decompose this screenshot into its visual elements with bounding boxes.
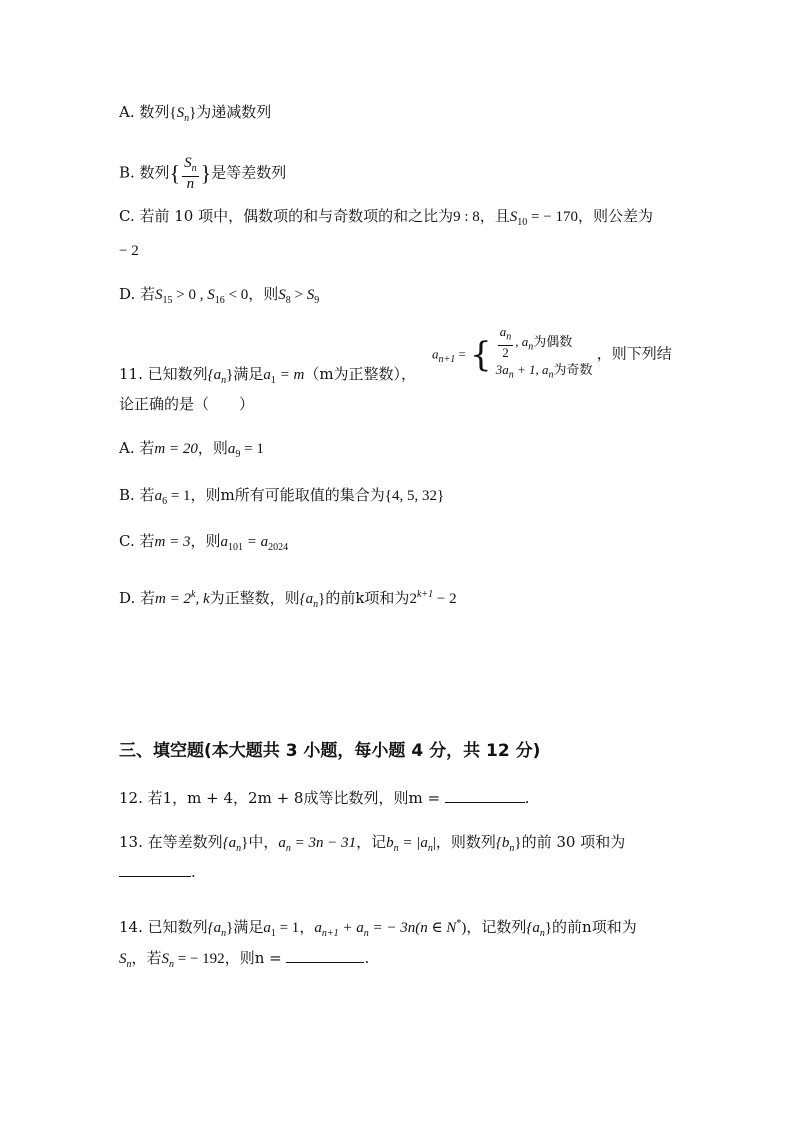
math-sup: k bbox=[191, 589, 196, 600]
question-text: ，记数列 bbox=[466, 918, 527, 936]
math-sub: n bbox=[363, 928, 369, 939]
math-sub: n bbox=[221, 928, 227, 939]
math-sub: n bbox=[539, 928, 545, 939]
option-text: ，则 bbox=[197, 439, 228, 457]
math-var: a bbox=[220, 534, 228, 550]
math-var: , a bbox=[515, 333, 529, 349]
math-sub: 16 bbox=[214, 295, 225, 306]
math-seq: {a bbox=[526, 920, 540, 936]
question-text: 的前n项和为 bbox=[552, 918, 637, 936]
math-eq: = 1 bbox=[275, 920, 300, 936]
math-sub: n bbox=[169, 959, 175, 970]
math-var: S bbox=[306, 287, 315, 303]
math-var: a bbox=[314, 920, 322, 936]
option-text: 为递减数列 bbox=[196, 103, 272, 121]
math-sub: n bbox=[221, 375, 227, 386]
math-sub: n bbox=[393, 843, 399, 854]
brace-close: } bbox=[514, 835, 522, 851]
option-label: C. 若前 10 项中，偶数项的和与奇数项的和之比为 bbox=[119, 207, 454, 225]
math-var: S bbox=[155, 287, 163, 303]
q10-option-a bbox=[119, 102, 271, 129]
math-eq: = |a bbox=[398, 835, 428, 851]
math-rel: > bbox=[290, 287, 307, 303]
math-sub: 8 bbox=[285, 295, 291, 306]
math-seq: {a bbox=[222, 835, 237, 851]
math-rel: > 0 , bbox=[172, 287, 208, 303]
math-expr: + 1, a bbox=[513, 361, 549, 377]
punctuation: . bbox=[524, 789, 530, 807]
brace-open: { bbox=[169, 105, 177, 121]
math-sub: 101 bbox=[227, 542, 243, 553]
numerator: S bbox=[184, 155, 192, 171]
math-sub: 2024 bbox=[268, 542, 289, 553]
math-var: a bbox=[227, 441, 236, 457]
math-eq: = 1 bbox=[167, 488, 191, 504]
math-var: S bbox=[161, 951, 170, 967]
math-sub: 1 bbox=[270, 375, 276, 386]
brace-open: { bbox=[169, 160, 181, 186]
math-sup: k+1 bbox=[416, 589, 434, 600]
math-eq: = 3n − 31 bbox=[290, 835, 357, 851]
math-sub: 9 bbox=[235, 449, 241, 460]
math-sub: 1 bbox=[270, 928, 276, 939]
brace-close: } bbox=[200, 160, 212, 186]
q11-option-b bbox=[119, 485, 444, 512]
option-text: ，则m所有可能取值的集合为 bbox=[190, 486, 385, 504]
piecewise-recurrence bbox=[432, 325, 672, 385]
math-sub: n bbox=[184, 113, 190, 124]
q11-option-d bbox=[119, 585, 457, 615]
math-seq: {a bbox=[207, 367, 222, 383]
option-label: C. 若 bbox=[119, 532, 155, 550]
denominator: n bbox=[186, 176, 195, 192]
math-sub: n bbox=[427, 843, 433, 854]
q11-option-a bbox=[119, 438, 264, 465]
q14 bbox=[119, 914, 637, 944]
math-expr: − 2 bbox=[433, 591, 457, 607]
math-var: a bbox=[263, 920, 271, 936]
math-value: 2 bbox=[409, 591, 417, 607]
option-label: B. 若 bbox=[119, 486, 155, 504]
math-var: a bbox=[154, 488, 163, 504]
fraction bbox=[498, 325, 514, 360]
question-text: 论正确的是（ ） bbox=[119, 395, 255, 413]
math-sub: n bbox=[528, 341, 534, 353]
option-text: ，则公差为 bbox=[577, 207, 653, 225]
brace-close: } bbox=[544, 920, 553, 936]
math-var: a bbox=[263, 367, 271, 383]
question-text: 11. 已知数列 bbox=[119, 365, 208, 383]
math-sub: n bbox=[285, 843, 291, 854]
math-sup: * bbox=[456, 918, 462, 929]
math-var: S bbox=[119, 951, 127, 967]
question-text: 满足 bbox=[233, 365, 264, 383]
math-var: a bbox=[432, 346, 439, 362]
q12 bbox=[119, 788, 530, 808]
option-label: A. 数列 bbox=[119, 103, 170, 121]
numerator: a bbox=[499, 324, 507, 339]
math-eq: = 1 bbox=[240, 441, 264, 457]
question-text: 13. 在等差数列 bbox=[119, 833, 223, 851]
question-text: ，若 bbox=[131, 949, 162, 967]
option-text: 为正整数，则 bbox=[209, 589, 300, 607]
math-eq: m = 3 bbox=[154, 534, 191, 550]
math-sub: n bbox=[509, 843, 515, 854]
question-text: ，则数列 bbox=[435, 833, 496, 851]
math-sub: n bbox=[508, 369, 514, 381]
numerator-sub: n bbox=[191, 163, 197, 174]
punctuation: . bbox=[364, 949, 370, 967]
math-eq: = − 170 bbox=[527, 209, 578, 225]
math-sub: 10 bbox=[517, 217, 528, 228]
question-text: ，则n = bbox=[224, 949, 287, 967]
math-domain: (n ∈ N bbox=[415, 920, 457, 936]
ratio: 9 : 8 bbox=[453, 209, 480, 225]
math-eq: = m bbox=[275, 367, 305, 383]
q11-stem bbox=[119, 364, 416, 391]
option-text: ，且 bbox=[479, 207, 510, 225]
option-text: 是等差数列 bbox=[211, 163, 287, 182]
fraction bbox=[182, 156, 199, 191]
math-set: {4, 5, 32} bbox=[384, 488, 445, 504]
math-seq: {a bbox=[299, 591, 314, 607]
numerator-sub: n bbox=[506, 331, 512, 343]
paren-close: ) bbox=[461, 920, 467, 936]
q10-option-d bbox=[119, 284, 319, 311]
math-var: , k bbox=[195, 591, 210, 607]
q10-option-c-continued bbox=[119, 240, 139, 261]
piecewise-rows bbox=[496, 325, 593, 385]
option-label: D. 若 bbox=[119, 285, 156, 303]
math-var: 3a bbox=[495, 361, 509, 377]
brace-close: } bbox=[226, 367, 234, 383]
answer-blank bbox=[286, 948, 364, 963]
question-text: （m为正整数）， bbox=[304, 365, 417, 383]
option-label: B. 数列 bbox=[119, 163, 170, 182]
question-text: 满足 bbox=[233, 918, 264, 936]
question-text: 14. 已知数列 bbox=[119, 918, 208, 936]
option-label: D. 若 bbox=[119, 589, 156, 607]
answer-blank bbox=[119, 862, 191, 877]
math-sub: n bbox=[548, 369, 554, 381]
q11-option-c bbox=[119, 531, 288, 558]
math-sub: n bbox=[126, 959, 132, 970]
denominator: 2 bbox=[502, 344, 509, 360]
q11-stem-continued bbox=[119, 394, 254, 414]
question-text: 的前 30 项和为 bbox=[521, 833, 626, 851]
piece-row-even bbox=[496, 325, 593, 360]
math-sub: n+1 bbox=[321, 928, 339, 939]
math-sub: 9 bbox=[314, 295, 320, 306]
math-var: b bbox=[386, 835, 394, 851]
math-sub: n bbox=[236, 843, 242, 854]
brace-close: } bbox=[189, 105, 197, 121]
punctuation: . bbox=[191, 863, 196, 881]
q10-option-b bbox=[119, 156, 286, 191]
condition-text: 为偶数 bbox=[533, 334, 573, 350]
math-var: S bbox=[509, 209, 518, 225]
math-eq: m = 20 bbox=[154, 441, 198, 457]
math-value: − 2 bbox=[119, 243, 139, 259]
answer-blank bbox=[445, 788, 525, 803]
brace-close: } bbox=[241, 835, 249, 851]
option-label: A. 若 bbox=[119, 439, 155, 457]
math-seq: {a bbox=[207, 920, 222, 936]
question-text: ，记 bbox=[356, 833, 387, 851]
question-text: 中， bbox=[248, 833, 279, 851]
math-sub: 15 bbox=[162, 295, 173, 306]
question-text: ，则下列结 bbox=[596, 344, 672, 363]
math-var: S bbox=[278, 287, 286, 303]
q10-option-c bbox=[119, 206, 653, 233]
math-var: S bbox=[176, 105, 185, 121]
math-sub: n bbox=[313, 599, 319, 610]
q13-answer-line bbox=[119, 862, 196, 882]
math-eq: = − 192 bbox=[174, 951, 225, 967]
option-text: ，则 bbox=[248, 285, 279, 303]
math-expr: + a bbox=[338, 920, 364, 936]
math-var: S bbox=[207, 287, 215, 303]
brace-close: } bbox=[318, 591, 326, 607]
math-var: a bbox=[278, 835, 286, 851]
math-sub: n+1 bbox=[438, 354, 456, 366]
math-eq: = a bbox=[242, 534, 269, 550]
left-brace: { bbox=[469, 335, 492, 376]
option-text: 的前k项和为 bbox=[325, 589, 410, 607]
math-rel: < 0 bbox=[224, 287, 249, 303]
condition-text: 为奇数 bbox=[553, 362, 593, 378]
piece-row-odd bbox=[496, 360, 593, 386]
math-seq: {b bbox=[495, 835, 510, 851]
q13 bbox=[119, 832, 625, 859]
brace-close: } bbox=[226, 920, 234, 936]
math-sub: 6 bbox=[162, 496, 168, 507]
math-eq: = bbox=[455, 346, 466, 362]
math-eq: m = 2 bbox=[155, 591, 191, 607]
math-eq: = − 3n bbox=[368, 920, 416, 936]
math-abs: | bbox=[432, 835, 436, 851]
option-text: ，则 bbox=[190, 532, 221, 550]
punctuation: ， bbox=[299, 918, 315, 936]
section-heading: 三、填空题(本大题共 3 小题，每小题 4 分，共 12 分) bbox=[119, 741, 541, 761]
question-text: 12. 若1，m + 4，2m + 8成等比数列，则m = bbox=[119, 789, 445, 807]
q14-continued bbox=[119, 948, 369, 975]
